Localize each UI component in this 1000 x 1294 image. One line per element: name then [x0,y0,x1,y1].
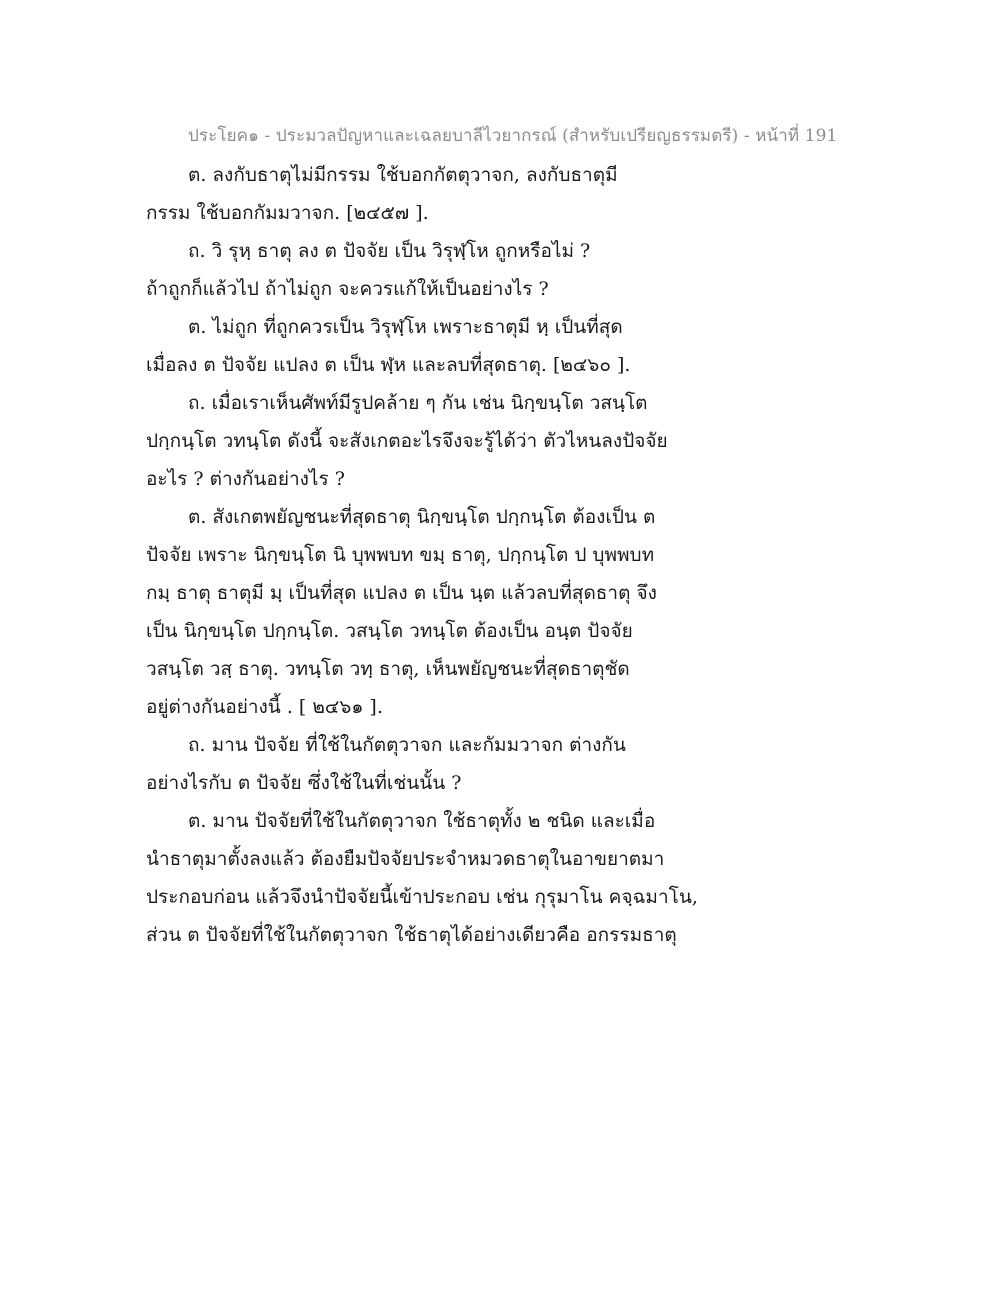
text-line: เป็น นิกฺขนฺโต ปกฺกนฺโต. วสนฺโต วทนฺโต ต้องเป็น อนฺต ปัจจัย [146,620,633,642]
text-line: อะไร ? ต่างกันอย่างไร ? [146,468,345,490]
text-line: ปกฺกนฺโต วทนฺโต ดังนี้ จะสังเกตอะไรจึงจะรู้ได้ว่า ตัวไหนลงปัจจัย [146,430,668,452]
text-line: กรรม ใช้บอกกัมมวาจก. [๒๔๕๗ ]. [146,202,429,224]
text-line: ประกอบก่อน แล้วจึงนำปัจจัยนี้เข้าประกอบ เช่น กุรุมาโน คจฺฉมาโน, [146,886,698,908]
text-line: อย่างไรกับ ต ปัจจัย ซึ่งใช้ในที่เช่นนั้น ? [146,772,462,794]
text-line: วสนฺโต วสฺ ธาตุ. วทนฺโต วทฺ ธาตุ, เห็นพยัญชนะที่สุดธาตุชัด [146,658,630,680]
running-header: ประโยค๑ - ประมวลปัญหาและเฉลยบาลีไวยากรณ์ (สำหรับเปรียญธรรมตรี) - หน้าที่ 191 [188,126,838,146]
body-text [146,156,866,954]
text-line: ปัจจัย เพราะ นิกฺขนฺโต นิ บุพพบท ขมฺ ธาตุ, ปกฺกนฺโต ป บุพพบท [146,544,655,566]
text-line: อยู่ต่างกันอย่างนี้ . [ ๒๔๖๑ ]. [146,696,383,718]
text-line: ส่วน ต ปัจจัยที่ใช้ในกัตตุวาจก ใช้ธาตุได้อย่างเดียวคือ อกรรมธาตุ [146,924,677,946]
text-line: นำธาตุมาตั้งลงแล้ว ต้องยืมปัจจัยประจำหมวดธาตุในอาขยาตมา [146,848,665,870]
text-line: กมฺ ธาตุ ธาตุมี มฺ เป็นที่สุด แปลง ต เป็น นฺต แล้วลบที่สุดธาตุ จึง [146,582,657,604]
text-line: ต. สังเกตพยัญชนะที่สุดธาตุ นิกฺขนฺโต ปกฺกนฺโต ต้องเป็น ต [188,506,656,528]
text-line: ต. ลงกับธาตุไม่มีกรรม ใช้บอกกัตตุวาจก, ลงกับธาตุมี [188,164,618,186]
text-line: ถ. วิ รุหฺ ธาตุ ลง ต ปัจจัย เป็น วิรุฬฺโห ถูกหรือไม่ ? [188,240,591,262]
text-line: เมื่อลง ต ปัจจัย แปลง ต เป็น ฬฺห และลบที่สุดธาตุ. [๒๔๖๐ ]. [146,354,631,376]
text-line: ถ้าถูกก็แล้วไป ถ้าไม่ถูก จะควรแก้ให้เป็นอย่างไร ? [146,278,549,300]
text-line: ถ. มาน ปัจจัย ที่ใช้ในกัตตุวาจก และกัมมวาจก ต่างกัน [188,734,626,756]
text-line: ถ. เมื่อเราเห็นศัพท์มีรูปคล้าย ๆ กัน เช่น นิกฺขนฺโต วสนฺโต [188,392,648,414]
text-line: ต. ไม่ถูก ที่ถูกควรเป็น วิรุฬฺโห เพราะธาตุมี หฺ เป็นที่สุด [188,316,623,338]
text-line: ต. มาน ปัจจัยที่ใช้ในกัตตุวาจก ใช้ธาตุทั้ง ๒ ชนิด และเมื่อ [188,810,656,832]
